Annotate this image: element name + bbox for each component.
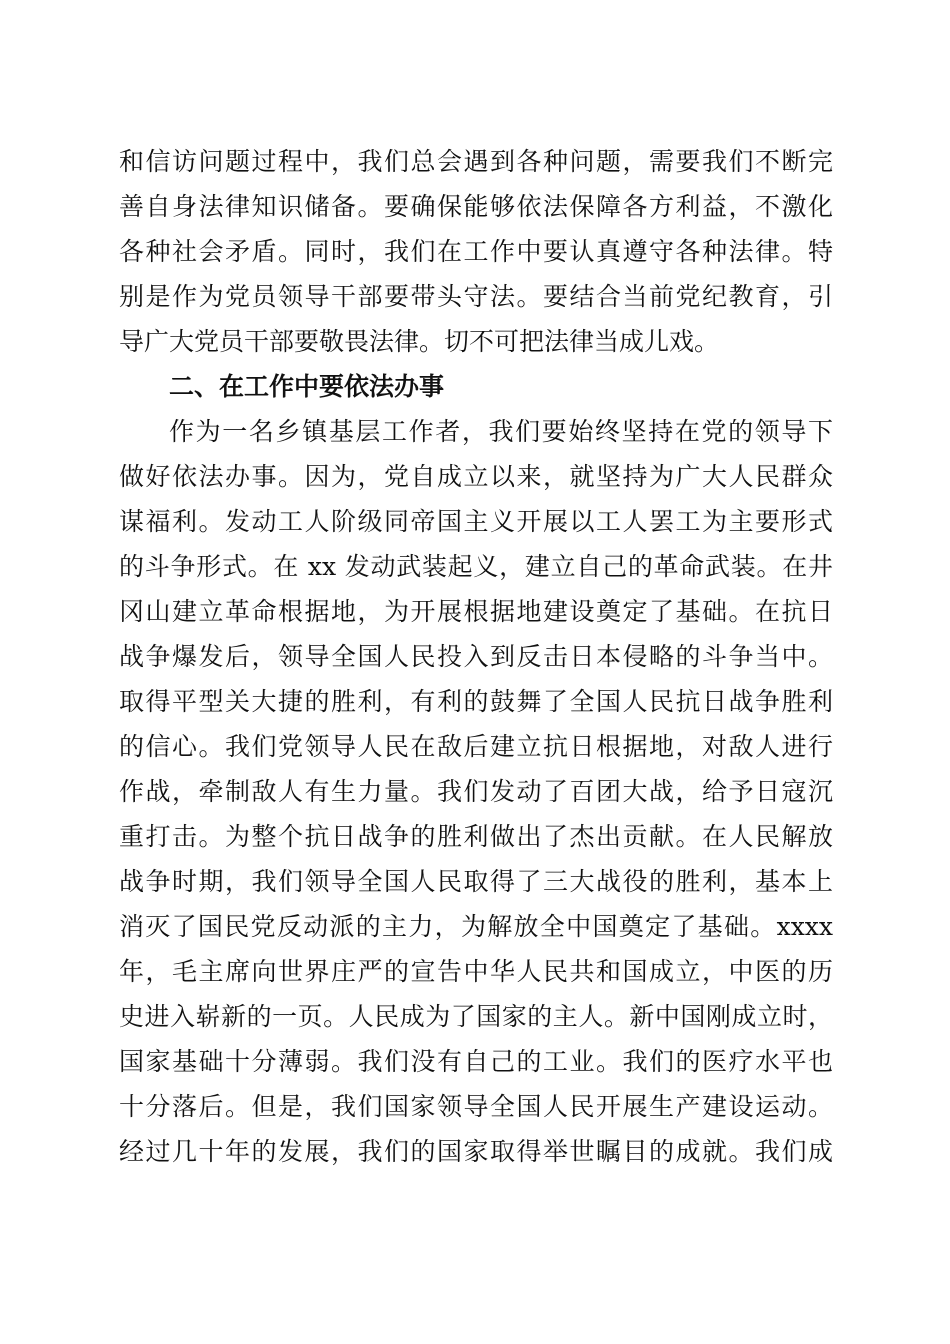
paragraph2-line-1: 作为一名乡镇基层工作者，我们要始终坚持在党的领导下 <box>169 417 833 446</box>
paragraph2-line-12: 消灭了国民党反动派的主力，为解放全中国奠定了基础。xxxx <box>119 912 833 941</box>
paragraph2-line-4: 的斗争形式。在 xx 发动武装起义，建立自己的革命武装。在井 <box>119 552 833 581</box>
paragraph2-line-3: 谋福利。发动工人阶级同帝国主义开展以工人罢工为主要形式 <box>119 507 833 536</box>
paragraph2-line-16: 十分落后。但是，我们国家领导全国人民开展生产建设运动。 <box>119 1092 833 1121</box>
paragraph2-line-13: 年，毛主席向世界庄严的宣告中华人民共和国成立，中医的历 <box>119 957 833 986</box>
paragraph2-line-9: 作战，牵制敌人有生力量。我们发动了百团大战，给予日寇沉 <box>119 777 833 806</box>
paragraph1-line-2: 善自身法律知识储备。要确保能够依法保障各方利益，不激化 <box>119 192 833 221</box>
paragraph2-line-7: 取得平型关大捷的胜利，有利的鼓舞了全国人民抗日战争胜利 <box>119 687 833 716</box>
paragraph2-line-11: 战争时期，我们领导全国人民取得了三大战役的胜利，基本上 <box>119 867 833 896</box>
paragraph1-line-3: 各种社会矛盾。同时，我们在工作中要认真遵守各种法律。特 <box>119 237 833 266</box>
paragraph2-line-15: 国家基础十分薄弱。我们没有自己的工业。我们的医疗水平也 <box>119 1047 833 1076</box>
paragraph2-line-8: 的信心。我们党领导人民在敌后建立抗日根据地，对敌人进行 <box>119 732 833 761</box>
paragraph2-line-5: 冈山建立革命根据地，为开展根据地建设奠定了基础。在抗日 <box>119 597 833 626</box>
paragraph1-line-4: 别是作为党员领导干部要带头守法。要结合当前党纪教育，引 <box>119 282 833 311</box>
paragraph2-line-10: 重打击。为整个抗日战争的胜利做出了杰出贡献。在人民解放 <box>119 822 833 851</box>
section-heading: 二、在工作中要依法办事 <box>169 372 445 401</box>
paragraph2-line-2: 做好依法办事。因为，党自成立以来，就坚持为广大人民群众 <box>119 462 833 491</box>
paragraph1-line-1: 和信访问题过程中，我们总会遇到各种问题，需要我们不断完 <box>119 147 833 176</box>
paragraph2-line-14: 史进入崭新的一页。人民成为了国家的主人。新中国刚成立时， <box>119 1002 833 1031</box>
paragraph2-line-17: 经过几十年的发展，我们的国家取得举世瞩目的成就。我们成 <box>119 1137 833 1166</box>
paragraph2-line-6: 战争爆发后，领导全国人民投入到反击日本侵略的斗争当中。 <box>119 642 833 671</box>
paragraph1-line-5: 导广大党员干部要敬畏法律。切不可把法律当成儿戏。 <box>119 327 720 356</box>
